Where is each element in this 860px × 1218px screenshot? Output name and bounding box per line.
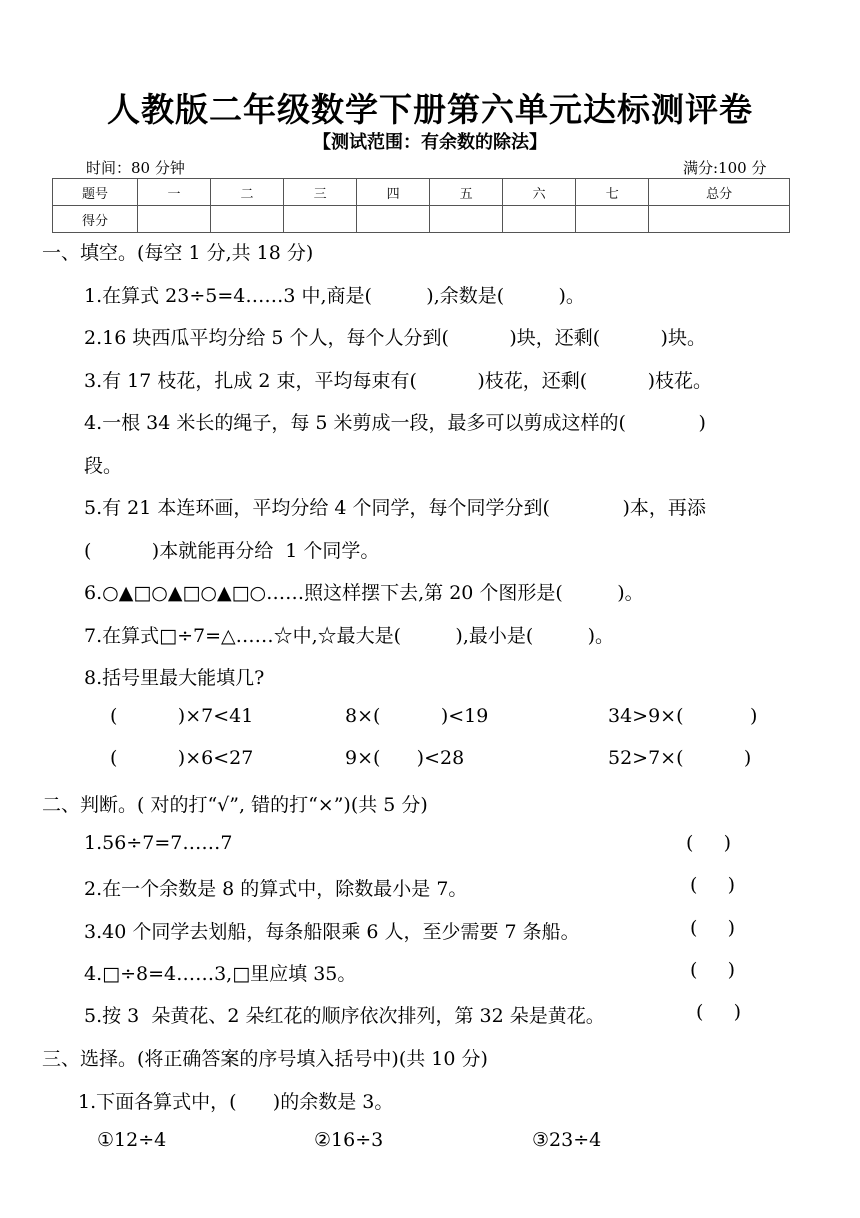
score-header-cell: 二 — [211, 179, 284, 206]
score-header-cell: 四 — [357, 179, 430, 206]
score-header-cell: 题号 — [53, 179, 138, 206]
score-cell[interactable] — [576, 206, 649, 233]
score-cell[interactable] — [430, 206, 503, 233]
section2-heading: 二、判断。( 对的打“√”, 错的打“×”)(共 5 分) — [42, 794, 428, 816]
choice-question-1: 1.下面各算式中，( )的余数是 3。 — [78, 1091, 394, 1113]
fill-question-4: 4.一根 34 米长的绳子，每 5 米剪成一段，最多可以剪成这样的( ) — [84, 412, 706, 434]
score-cell[interactable] — [649, 206, 790, 233]
judge-answer-bracket[interactable]: ( ) — [696, 1001, 742, 1023]
score-row-label: 得分 — [53, 206, 138, 233]
score-header-cell: 六 — [503, 179, 576, 206]
judge-answer-bracket[interactable]: ( ) — [690, 874, 736, 896]
judge-answer-bracket[interactable]: ( ) — [686, 832, 732, 854]
judge-question-1: 1.56÷7=7……7 — [84, 832, 233, 854]
score-header-cell: 五 — [430, 179, 503, 206]
score-cell[interactable] — [284, 206, 357, 233]
q8-expression: ( )×7<41 — [110, 705, 254, 727]
q8-expression: 52>7×( ) — [608, 747, 752, 769]
choice-option[interactable]: ①12÷4 — [97, 1129, 167, 1151]
score-table — [52, 178, 790, 233]
fill-question-2: 2.16 块西瓜平均分给 5 个人，每个人分到( )块，还剩( )块。 — [84, 327, 706, 349]
score-table-score-row — [53, 206, 790, 233]
fill-question-6: 6.○▲□○▲□○▲□○……照这样摆下去,第 20 个图形是( )。 — [84, 582, 644, 604]
fill-question-4-cont: 段。 — [84, 455, 123, 477]
fill-question-3: 3.有 17 枝花，扎成 2 束，平均每束有( )枝花，还剩( )枝花。 — [84, 370, 712, 392]
judge-question-4: 4.□÷8=4……3,□里应填 35。 — [84, 963, 357, 985]
judge-question-2: 2.在一个余数是 8 的算式中，除数最小是 7。 — [84, 878, 468, 900]
score-cell[interactable] — [357, 206, 430, 233]
score-cell[interactable] — [211, 206, 284, 233]
page-subtitle: 【测试范围：有余数的除法】 — [313, 132, 547, 153]
judge-answer-bracket[interactable]: ( ) — [690, 917, 736, 939]
section1-heading: 一、填空。(每空 1 分,共 18 分) — [42, 242, 314, 264]
fill-question-1: 1.在算式 23÷5=4……3 中,商是( ),余数是( )。 — [84, 285, 585, 307]
full-score: 满分:100 分 — [683, 159, 767, 177]
q8-expression: 34>9×( ) — [608, 705, 758, 727]
choice-option[interactable]: ②16÷3 — [314, 1129, 384, 1151]
score-cell[interactable] — [503, 206, 576, 233]
score-cell[interactable] — [138, 206, 211, 233]
q8-expression: 9×( )<28 — [345, 747, 465, 769]
section3-heading: 三、选择。(将正确答案的序号填入括号中)(共 10 分) — [42, 1048, 488, 1070]
page-title: 人教版二年级数学下册第六单元达标测评卷 — [107, 90, 753, 129]
score-header-cell: 一 — [138, 179, 211, 206]
score-table-header-row — [53, 179, 790, 206]
judge-question-5: 5.按 3 朵黄花、2 朵红花的顺序依次排列，第 32 朵是黄花。 — [84, 1005, 605, 1027]
time-limit: 时间：80 分钟 — [86, 159, 185, 177]
judge-question-3: 3.40 个同学去划船，每条船限乘 6 人，至少需要 7 条船。 — [84, 921, 580, 943]
score-header-cell: 七 — [576, 179, 649, 206]
fill-question-5-cont: ( )本就能再分给 1 个同学。 — [84, 540, 380, 562]
q8-expression: ( )×6<27 — [110, 747, 254, 769]
fill-question-8: 8.括号里最大能填几? — [84, 667, 265, 689]
score-header-cell: 三 — [284, 179, 357, 206]
q8-expression: 8×( )<19 — [345, 705, 489, 727]
score-header-cell: 总分 — [649, 179, 790, 206]
judge-answer-bracket[interactable]: ( ) — [690, 959, 736, 981]
choice-option[interactable]: ③23÷4 — [532, 1129, 602, 1151]
fill-question-7: 7.在算式□÷7=△……☆中,☆最大是( ),最小是( )。 — [84, 625, 615, 647]
fill-question-5: 5.有 21 本连环画，平均分给 4 个同学，每个同学分到( )本，再添 — [84, 497, 706, 519]
